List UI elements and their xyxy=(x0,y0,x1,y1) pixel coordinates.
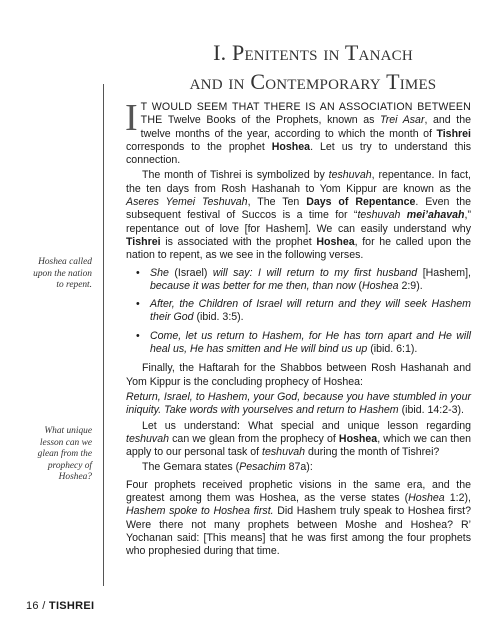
footer-separator: / xyxy=(38,600,49,612)
sidenote-unique-lesson xyxy=(14,426,92,484)
sidenote-hoshea-called xyxy=(14,257,92,292)
list-item: • Come, let us return to Hashem, for He has torn apart and He will heal us, He has smitten and He will bind us up (ibid. 6:1). xyxy=(136,329,471,356)
sidenote-line: Hoshea called xyxy=(38,257,92,267)
quote-return-israel: Return, Israel, to Hashem, your God, because you have stumbled in your iniquity. Take words with yourselves and return to Hashem (ibid. 14:2-3). xyxy=(126,390,471,417)
sidenote-line: prophecy of xyxy=(47,460,92,471)
chapter-title-line-2: and in Contemporary Times xyxy=(189,69,437,94)
sidenote-line: lesson can we xyxy=(39,437,92,448)
bullet-icon: • xyxy=(136,266,140,279)
section-name: TISHREI xyxy=(48,600,95,612)
bullet-icon: • xyxy=(136,298,140,311)
drop-cap: I xyxy=(125,97,138,139)
list-item: • After, the Children of Israel will return and they will seek Hashem their God (ibid. 3:5). xyxy=(136,298,471,324)
paragraph-lets-understand: Let us understand: What special and unique lesson regarding teshuvah can we glean from the prophecy of Hoshea, which we can then apply to our personal task of teshuvah during the month of Tishrei? xyxy=(126,419,471,459)
bullet-icon: • xyxy=(136,329,140,342)
chapter-title-line-1: I. Penitents in Tanach xyxy=(213,40,413,65)
paragraph-gemara: The Gemara states (Pesachim 87a): xyxy=(142,461,313,474)
sidenote-line: glean from the xyxy=(37,449,92,459)
margin-rule xyxy=(103,84,104,586)
sidenote-line: upon the nation xyxy=(33,268,92,279)
list-item: • She (Israel) will say: I will return to my first husband [Hashem], because it was better for me then, than now (Hoshea 2:9). xyxy=(136,266,471,292)
sidenote-line: to repent. xyxy=(56,280,92,290)
body-text xyxy=(125,97,472,559)
page-footer xyxy=(26,600,94,612)
paragraph-intro: IT WOULD SEEM THAT THERE IS AN ASSOCIATION BETWEEN THE Twelve Books of the Prophets, known as Trei Asar, and the twelve months of the year, according to which the month of Tishrei corresponds to the prophet Hoshea. Let us try to understand this connection. xyxy=(125,97,471,167)
quote-gemara: Four prophets received prophetic visions in the same era, and the greatest among them was Hoshea, as the verse states (Hoshea 1:2), Hashem spoke to Hoshea first. Did Hashem truly speak to Hoshea first? Were there not many prophets between Moshe and Hoshea? R’ Yochanan said: [This means] that he was first among the four prophets who prophesied during that time. xyxy=(126,478,471,558)
page-number: 16 xyxy=(26,600,39,612)
chapter-title xyxy=(126,38,500,96)
sidenote-line: Hoshea? xyxy=(58,472,92,482)
paragraph-haftarah: Finally, the Haftarah for the Shabbos between Rosh Hashanah and Yom Kippur is the concluding prophecy of Hoshea: xyxy=(126,362,471,388)
paragraph-tishrei-teshuvah: The month of Tishrei is symbolized by teshuvah, repentance. In fact, the ten days from Rosh Hashanah to Yom Kippur are known as the Aseres Yemei Teshuvah, The Ten Days of Repentance. Even the subsequent festival of Succos is a time for “teshuvah mei’ahavah,” repentance out of love [for Hashem]. We can easily understand why Tishrei is associated with the prophet Hoshea, for he called upon the nation to repent, as we see in the following verses. xyxy=(126,169,472,262)
sidenote-line: What unique xyxy=(44,426,92,436)
verse-list xyxy=(126,267,471,357)
